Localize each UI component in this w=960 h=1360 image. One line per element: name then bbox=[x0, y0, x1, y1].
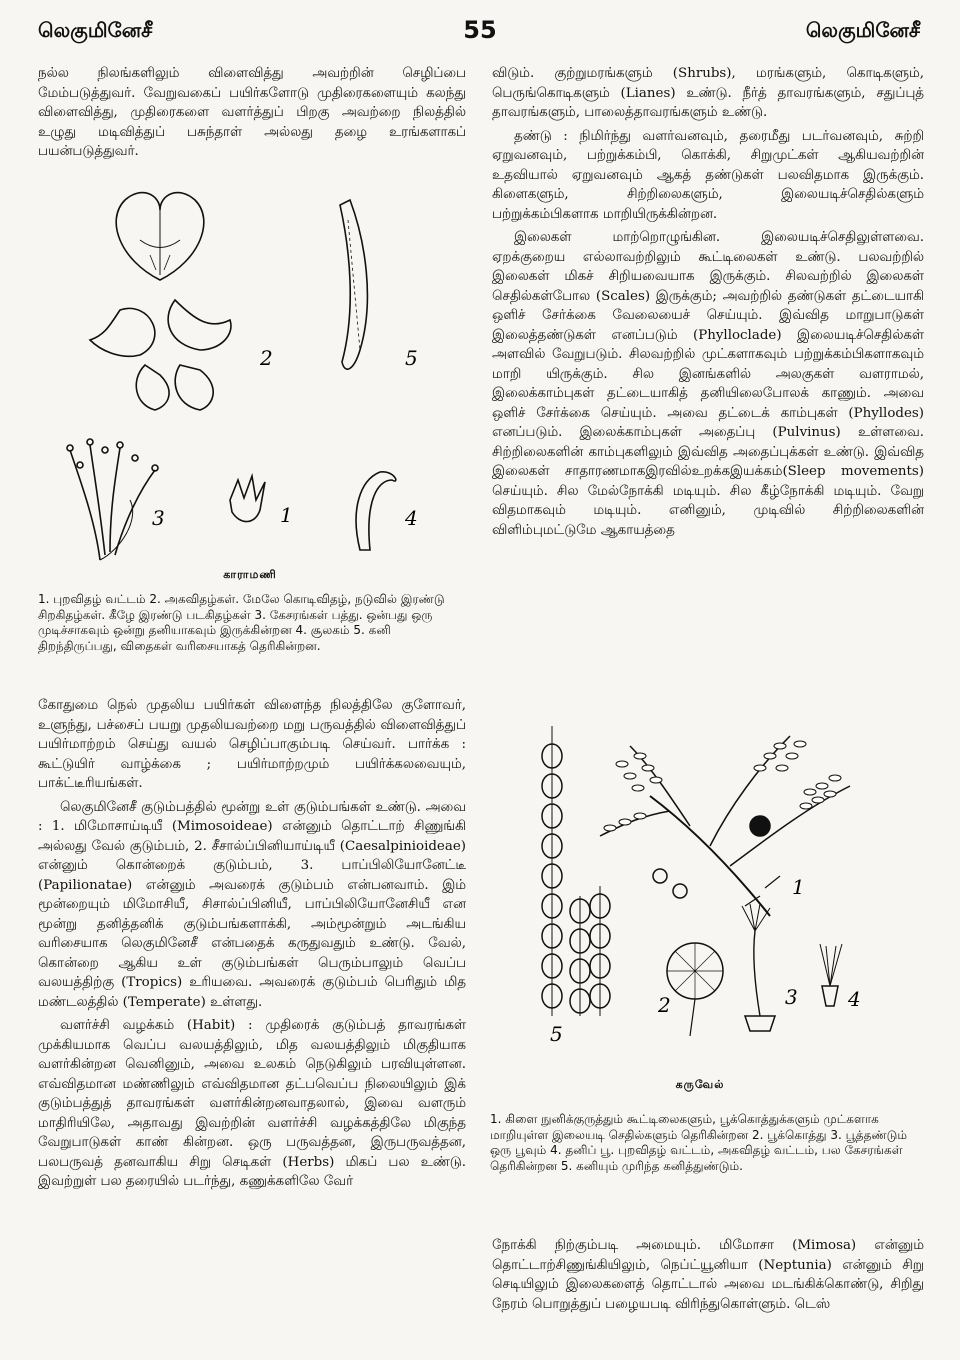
right-bottom-text bbox=[492, 1236, 924, 1318]
flower-head-drawing bbox=[667, 943, 723, 1036]
figure-label: 4 bbox=[848, 987, 861, 1011]
paragraph: வளர்ச்சி வழக்கம் (Habit) : முதிரைக் குடும்பத் தாவரங்கள் முக்கியமாக வெப்ப வலயத்திலும், மித வலயத்திலும் மிகுதியாக வளர்கின்றன வெனினும், அவை உலகம் நெடுகிலும் பரவியுள்ளன. எவ்விதமான மண்ணிலும் எவ்விதமான தட்பவெப்ப நிலையிலும் இக் குடும்பத்துத் தாவரங்கள் வளர்கின்றனவாதலால், இவை வளரும் மாதிரியிலே, அதாவது இவற்றின் வளர்ச்சி வழக்கத்திலே மிகுந்த வேறுபாடுகள் காண் கின்றன. ஒரு பருவத்தன, இருபருவத்தன, பலபருவத் தனவாகிய சிறு செடிகள் (Herbs) மிகப் பல உண்டு. இவற்றுள் பல தரையில் படர்ந்து, கணுக்களிலே வேர் bbox=[38, 1018, 466, 1189]
figure-label: 2 bbox=[260, 346, 273, 370]
keel-petal-drawing bbox=[175, 365, 213, 410]
pod-drawing bbox=[340, 200, 367, 369]
figure-label: 5 bbox=[405, 346, 418, 370]
paragraph: நோக்கி நிற்கும்படி அமையும். மிமோசா (Mimosa) என்னும் தொட்டாற்சிணுங்கியிலும், நெப்ட்யூனியா (Neptunia) என்னும் சிறு செடியிலும் இலைகளைத் தொட்டால் அவை மடங்கிக்கொண்டு, சிறிது நேரம் பொறுத்துப் பழையபடி விரிந்துகொள்ளும். டெஸ் bbox=[492, 1238, 924, 1312]
wing-petal-drawing bbox=[168, 300, 231, 350]
paragraph: லெகுமினேசீ குடும்பத்தில் மூன்று உள் குடும்பங்கள் உண்டு. அவை : 1. மிமோசாய்டியீ (Mimosoideae) என்னும் தொட்டாற் சிணுங்கி அல்லது வேல் குடும்பம், 2. சீசால்ப்பினியாய்டியீ (Caesalpinioideae) என்னும் கொன்றைக் குடும்பம், 3. பாப்பிலியோனேட்டீ (Papilionatae) என்னும் அவரைக் குடும்பம் என்பனவாம். இம் மூன்றையும் மிமோசியீ, சிசால்ப்பினியீ, பாப்பிலியோனேசியீ என மூன்று தனித்தனிக் குடும்பங்களாக்கி, அம்மூன்றும் அடங்கிய வரிசையாக லெகுமினேசீ என்பதைக் கருதுவதும் உண்டு. வேல், கொன்றை ஆகிய உள் குடும்பங்கள் பெரும்பாலும் வெப்ப வலயத்திற்கு (Tropics) உரியவை. அவரைக் குடும்பம் பெரிதும் மித மண்டலத்தில் (Temperate) உள்ளது. bbox=[38, 799, 466, 1010]
wing-petal-drawing bbox=[90, 308, 155, 356]
paragraph: இலைகள் மாற்றொழுங்கின. இலையடிச்செதிலுள்ளவை. ஏறக்குறைய எல்லாவற்றிலும் கூட்டிலைகள் உண்டு. பலவற்றில் இலைகள் மிகச் சிறியவையாக இருக்கும். சிலவற்றில் இலைகள் செதில்கள்போல (Scales) இருக்கும்; அவற்றில் தண்டுகள் தட்டையாகி ஒளிச் சேர்க்கை வேலையைச் செய்யும். இவ்வித மாறுபாடுகள் இலைத்தண்டுகள் எனப்படும் (Phylloclade) இலையடிச்செதில்கள் அளவில் வேறுபடும். சிலவற்றில் முட்களாகவும் பற்றுக்கம்பிகளாகவும் மாறி யிருக்கும். சில இனங்களில் அலகுகள் வளராமல், இலைக்காம்புகள் தட்டையாகித் தனியிலைபோலக் காணும். அவை ஒளிச் சேர்க்கை செய்யும். அவை தட்டைக் காம்புகள் (Phyllodes) எனப்படும். இலைக்காம்புகள் அதைப்பு (Pulvinus) உள்ளவை. சிற்றிலைகளின் காம்புகளிலும் இவ்வித அதைப்புக்கள் உண்டு. இவ்வித இலைகள் சாதாரணமாகஇரவில்உறக்கஇயக்கம்(Sleep movements) செய்யும். சில மேல்நோக்கி மடியும். சில கீழ்நோக்கி மடியும். வேறு விதமாகவும் மடியும். எனினும், முடிவில் சிற்றிலைகளின் விளிம்புமட்டுமே ஆகாயத்தை bbox=[492, 230, 924, 538]
figure-title: காராமணி bbox=[223, 568, 277, 581]
flower-stalk-drawing bbox=[742, 904, 775, 1031]
figure-title: கருவேல் bbox=[675, 1078, 725, 1091]
figure-caption: 1. கிளை நுனிக்குருத்தும் கூட்டிலைகளும், பூக்கொத்துக்களும் முட்களாக மாறியுள்ள இலையடி செதில்களும் தெரிகின்றன 2. பூக்கொத்து 3. பூத்தண்டும் ஒரு பூவும் 4. தனிப் பூ. புறவிதழ் வட்டம், அகவிதழ் வட்டம், பல கேசரங்கள் தெரிகின்றன 5. கனியும் முரிந்த கனித்துண்டும். bbox=[490, 1112, 908, 1173]
figure-caption: 1. புறவிதழ் வட்டம் 2. அகவிதழ்கள். மேலே கொடிவிதழ், நடுவில் இரண்டு சிறகிதழ்கள். கீழே இரண்டு படகிதழ்கள் 3. கேசரங்கள் பத்து. ஒன்பது ஒரு முடிச்சாகவும் ஒன்று தனியாகவும் இருக்கின்றன 4. சூலகம் 5. கனி திறந்திருப்பது, விதைகள் வரிசையாகத் தெரிகின்றன. bbox=[38, 592, 445, 653]
paragraph: கோதுமை நெல் முதலிய பயிர்கள் விளைந்த நிலத்திலே குளோவர், உளுந்து, பச்சைப் பயறு முதலியவற்றை மறு பருவத்தில் விளைவித்துப் பயிர்மாற்றம் செய்து வயல் செழிப்பாகும்படி செய்வர். பார்க்க : கூட்டுயிர் வாழ்க்கை ; பயிர்மாற்றமும் பயிர்க்கலவையும், பாக்ட்டீரியங்கள். bbox=[38, 698, 466, 791]
figure-label: 4 bbox=[405, 506, 418, 530]
beaded-pod-drawing bbox=[542, 726, 562, 1016]
page-number: 55 bbox=[463, 16, 497, 44]
right-top-text bbox=[492, 64, 924, 684]
acacia-branch-drawing bbox=[600, 736, 850, 916]
figure-label: 2 bbox=[658, 993, 671, 1017]
running-head-left: லெகுமினேசீ bbox=[38, 18, 153, 42]
figure-karuvel-illustration bbox=[530, 716, 910, 1076]
figure-karamani-illustration bbox=[60, 180, 460, 570]
running-head-right: லெகுமினேசீ bbox=[805, 18, 920, 42]
paragraph: தண்டு : நிமிர்ந்து வளர்வனவும், தரைமீது படர்வனவும், சுற்றி ஏறுவனவும், பற்றுக்கம்பி, கொக்கி, சிறுமுட்கள் ஆகியவற்றின் உதவியால் ஏறுவனவும் ஆகத் தண்டுகள் பலவிதமாக இருக்கும். கிளைகளும், சிற்றிலைகளும், இலையடிச்செதில்களும் பற்றுக்கம்பிகளாக மாறியிருக்கின்றன. bbox=[492, 128, 924, 222]
calyx-drawing bbox=[230, 476, 265, 522]
paragraph: விடும். குற்றுமரங்களும் (Shrubs), மரங்களும், கொடிகளும், பெருங்கொடிகளும் (Lianes) உண்டு. நீர்த் தாவரங்களும், சதுப்புத் தாவரங்களும், பாலைத்தாவரங்களும் உண்டு. bbox=[492, 66, 924, 120]
figure-label: 1 bbox=[280, 503, 293, 527]
figure-label: 1 bbox=[792, 875, 805, 899]
keel-petal-drawing bbox=[136, 365, 169, 410]
left-top-text bbox=[38, 64, 466, 166]
figure-label: 5 bbox=[550, 1022, 563, 1046]
paragraph: நல்ல நிலங்களிலும் விளைவித்து அவற்றின் செழிப்பை மேம்படுத்துவர். வேறுவகைப் பயிர்களோடு முதிரைகளையும் கலந்து விளைவித்து, முதிரைகளை வளர்த்துப் பிறகு அவற்றை நிலத்தில் உழுது மடிவித்துப் பசுந்தாள் அல்லது தழை உரங்களாகப் பயன்படுத்துவர். bbox=[38, 66, 466, 159]
page-header bbox=[0, 18, 960, 58]
left-bottom-text bbox=[38, 696, 466, 1346]
figure-label: 3 bbox=[152, 506, 165, 530]
single-flower-drawing bbox=[820, 944, 842, 1006]
figure-label: 3 bbox=[785, 985, 798, 1009]
stamens-drawing bbox=[70, 445, 155, 560]
pistil-drawing bbox=[356, 472, 396, 550]
beaded-pod-drawing bbox=[570, 886, 610, 1016]
